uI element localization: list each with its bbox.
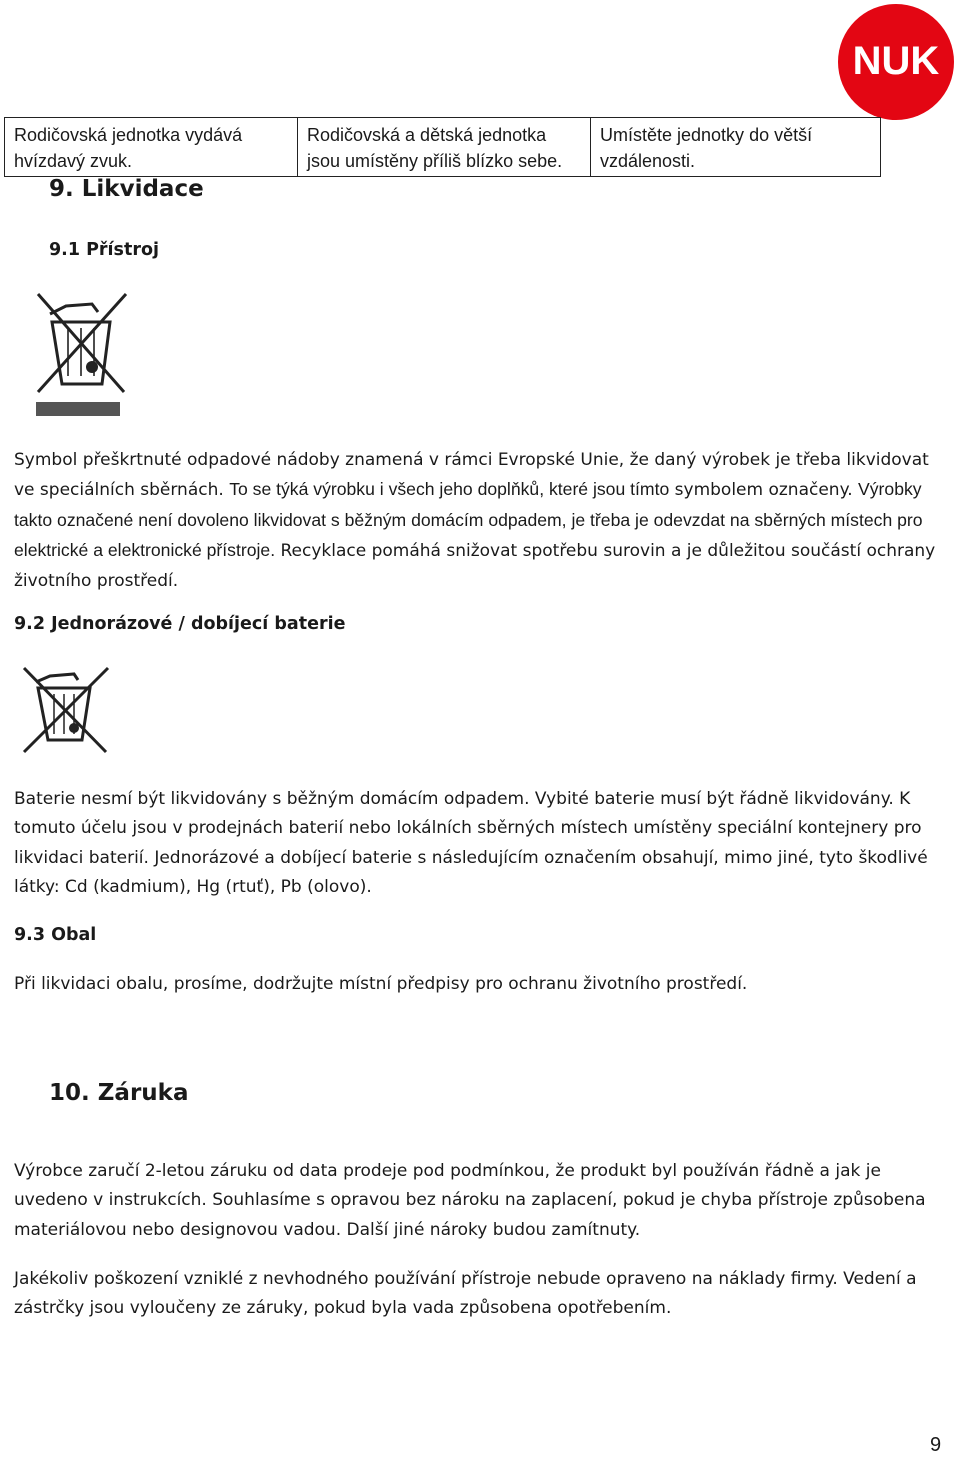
text-span: Recyklace pomáhá snižovat spotřebu surovin a je důležitou součástí ochrany životního prostředí. bbox=[14, 541, 936, 591]
crossed-out-bin-icon bbox=[28, 288, 134, 420]
subheading-batteries: 9.2 Jednorázové / dobíjecí baterie bbox=[14, 614, 346, 634]
page-number: 9 bbox=[930, 1434, 942, 1456]
subheading-packaging: 9.3 Obal bbox=[14, 925, 97, 945]
text-span: To se týká výrobku i všech jeho doplňků, které jsou tímto bbox=[229, 479, 670, 500]
troubleshooting-table bbox=[4, 117, 881, 177]
packaging-paragraph: Při likvidaci obalu, prosíme, dodržujte místní předpisy pro ochranu životního prostředí. bbox=[14, 974, 748, 994]
text-span: Výrobky takto označené není dovoleno likvidovat s běžným domácím odpadem, je třeba je odevzdat na sběrných místech pro elektrické a elektronické přístroje. bbox=[14, 479, 923, 561]
nuk-logo bbox=[836, 2, 956, 122]
warranty-paragraph-1: Výrobce zaručí 2-letou záruku od data prodeje pod podmínkou, že produkt byl používán řádně a jak je uvedeno v instrukcích. Souhlasíme s opravou bez nároku na zaplacení, pokud je chyba přístroje způsobena materiálovou nebo designovou vadou. Další jiné nároky budou zamítnuty. bbox=[14, 1161, 926, 1240]
cause-cell: Rodičovská a dětská jednotka jsou umístěny příliš blízko sebe. bbox=[298, 118, 591, 177]
text-span: symbolem označeny. bbox=[674, 480, 853, 501]
battery-disposal-paragraph: Baterie nesmí být likvidovány s běžným domácím odpadem. Vybité baterie musí být řádně likvidovány. K tomuto účelu jsou v prodejnách baterií nebo lokálních sběrných místech umístěny speciální kontejnery pro likvidaci baterií. Jednorázové a dobíjecí baterie s následujícím označením obsahují, mimo jiné, tyto škodlivé látky: Cd (kadmium), Hg (rtuť), Pb (olovo). bbox=[14, 789, 928, 898]
problem-cell: Rodičovská jednotka vydává hvízdavý zvuk. bbox=[5, 118, 298, 177]
table-row bbox=[5, 118, 881, 177]
solution-cell: Umístěte jednotky do větší vzdálenosti. bbox=[591, 118, 881, 177]
warranty-paragraph-2: Jakékoliv poškození vzniklé z nevhodného používání přístroje nebude opraveno na náklady firmy. Vedení a zástrčky jsou vyloučeny ze záruky, pokud byla vada způsobena opotřebením. bbox=[14, 1269, 917, 1319]
subheading-device: 9.1 Přístroj bbox=[49, 240, 159, 260]
section-heading-disposal: 9. Likvidace bbox=[49, 176, 204, 202]
text-span: Symbol přeškrtnuté odpadové nádoby znamená v rámci Evropské Unie, že daný výrobek je třeba likvidovat ve speciálních sběrnách. bbox=[14, 450, 929, 501]
section-heading-warranty: 10. Záruka bbox=[49, 1080, 189, 1106]
device-disposal-paragraph bbox=[14, 446, 944, 596]
crossed-out-bin-icon bbox=[18, 664, 112, 760]
logo-text: NUK bbox=[852, 39, 940, 83]
